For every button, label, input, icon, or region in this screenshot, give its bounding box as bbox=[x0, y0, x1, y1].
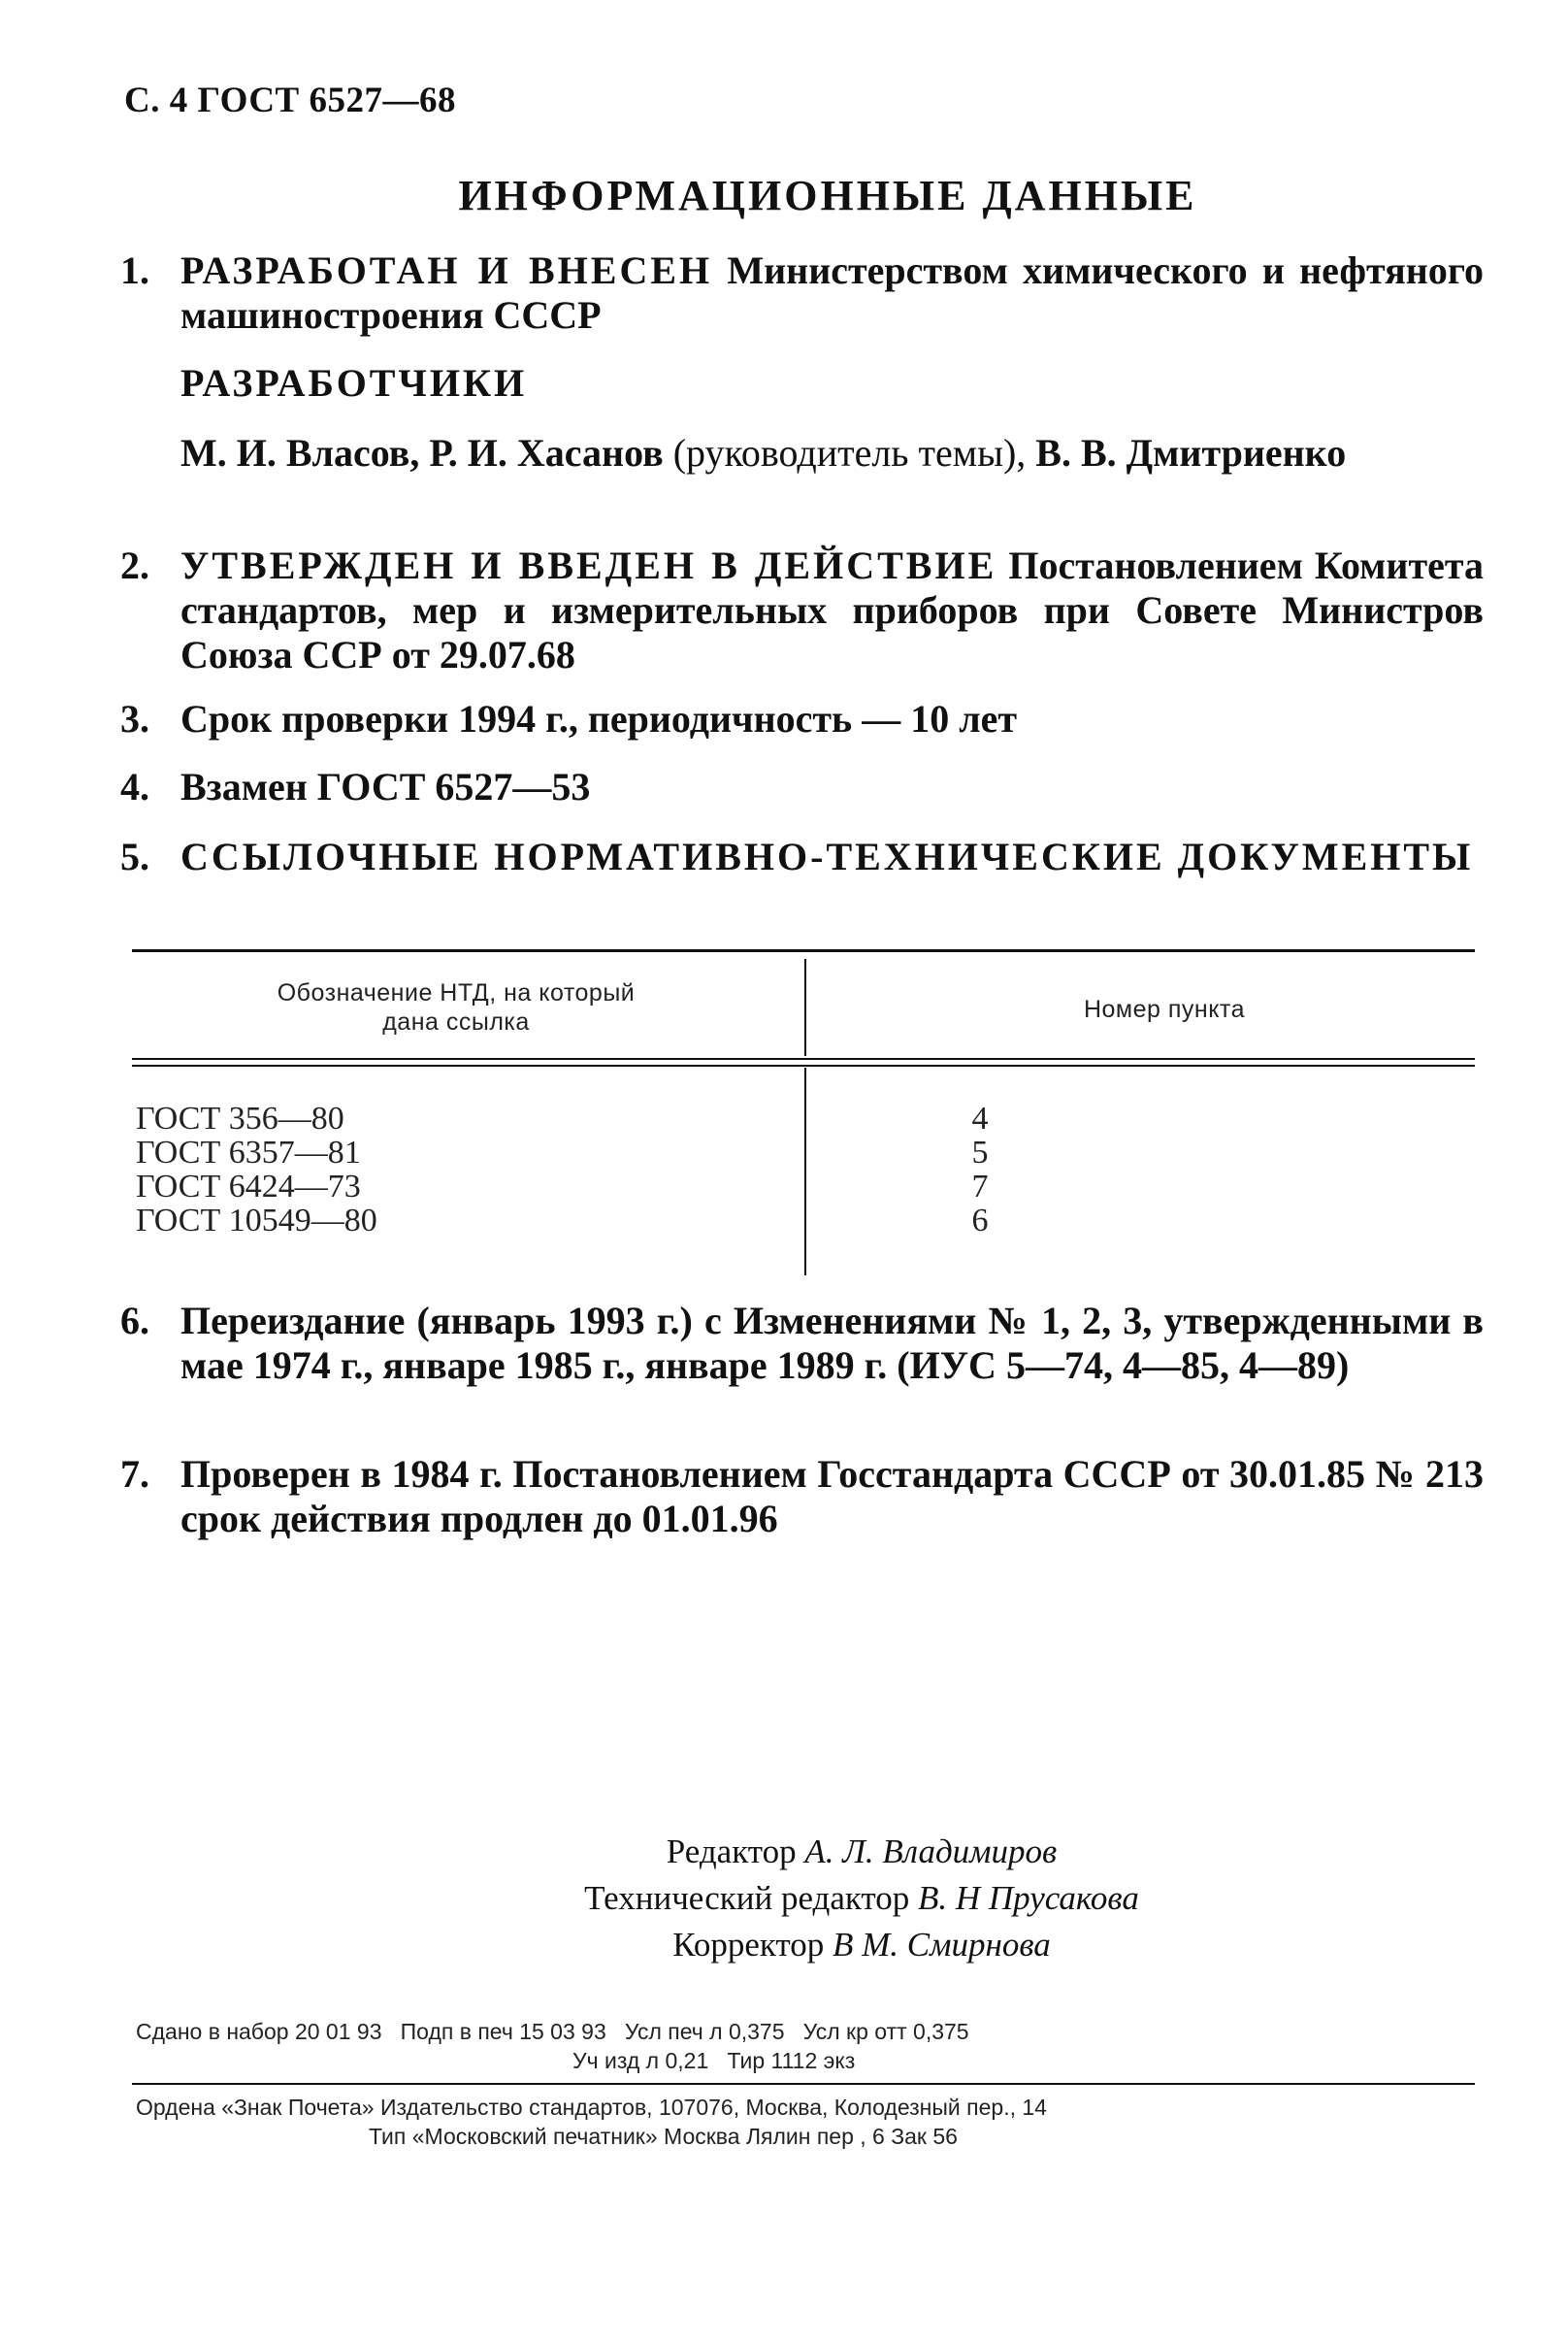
table-cell-clause: 5 bbox=[971, 1135, 989, 1171]
developers-list bbox=[180, 431, 1484, 476]
item-number: 1. bbox=[120, 248, 149, 292]
item-body bbox=[180, 1299, 1484, 1388]
item-text: Взамен ГОСТ 6527—53 bbox=[180, 765, 591, 809]
item-text: Срок проверки 1994 г., периодичность — 10 лет bbox=[180, 697, 1018, 741]
table-cell-document: ГОСТ 6424—73 bbox=[136, 1169, 361, 1205]
table-header-clause: Номер пункта bbox=[1083, 996, 1246, 1023]
credit-corrector: Корректор В М. Смирнова bbox=[672, 1926, 1051, 1964]
table-cell-document: ГОСТ 10549—80 bbox=[136, 1203, 377, 1238]
developers-heading: РАЗРАБОТЧИКИ bbox=[180, 361, 528, 405]
item-lead: ССЫЛОЧНЫЕ НОРМАТИВНО-ТЕХНИЧЕСКИЕ ДОКУМЕНТЫ bbox=[180, 835, 1474, 878]
imprint-line: Ордена «Знак Почета» Издательство стандартов, 107076, Москва, Колодезный пер., 14 bbox=[136, 2095, 1047, 2120]
item-number: 2. bbox=[120, 544, 149, 587]
developer-role: (руководитель темы), bbox=[672, 431, 1027, 475]
item-number: 7. bbox=[120, 1452, 149, 1496]
item-lead: УТВЕРЖДЕН И ВВЕДЕН В ДЕЙСТВИЕ bbox=[180, 544, 997, 587]
page-title: ИНФОРМАЦИОННЫЕ ДАННЫЕ bbox=[458, 172, 1197, 219]
item-body bbox=[180, 248, 1484, 338]
item-number: 5. bbox=[120, 835, 149, 878]
imprint-rule bbox=[132, 2083, 1475, 2085]
item-text: Проверен в 1984 г. Постановлением Госстандарта СССР от 30.01.85 № 213 срок действия продлен до 01.01.96 bbox=[180, 1452, 1484, 1540]
item-text: Постановлением Комитета стандартов, мер и измерительных приборов при Совете Министров Союза ССР от 29.07.68 bbox=[180, 544, 1485, 677]
developer-name: М. И. Власов, bbox=[180, 431, 420, 475]
table-header-document: Обозначение НТД, на который дана ссылка bbox=[277, 979, 636, 1036]
item-text: с Изменениями № 1, 2, 3, утвержденными в мае 1974 г., январе 1985 г., январе 1989 г. (ИУС 5—74, 4—85, 4—89) bbox=[180, 1299, 1485, 1387]
item-number: 3. bbox=[120, 697, 149, 741]
table-header-rule bbox=[132, 1058, 1475, 1060]
info-item-1 bbox=[120, 248, 1484, 338]
info-item-7 bbox=[120, 1452, 1484, 1541]
info-item-6 bbox=[120, 1299, 1484, 1388]
table-top-rule bbox=[132, 949, 1475, 952]
item-text: Переиздание (январь 1993 г.) bbox=[180, 1299, 693, 1342]
table-cell-clause: 7 bbox=[971, 1169, 989, 1205]
credit-editor: Редактор А. Л. Владимиров bbox=[666, 1832, 1058, 1870]
page-header: С. 4 ГОСТ 6527—68 bbox=[124, 81, 456, 120]
item-number: 4. bbox=[120, 765, 149, 809]
credit-tech-editor: Технический редактор В. Н Прусакова bbox=[584, 1879, 1139, 1917]
imprint-line: Сдано в набор 20 01 93 Подп в печ 15 03 93 Усл печ л 0,375 Усл кр отт 0,375 bbox=[136, 2019, 969, 2044]
info-item-5 bbox=[120, 835, 1484, 879]
table-cell-clause: 6 bbox=[971, 1203, 989, 1238]
info-item-4 bbox=[120, 765, 1484, 809]
item-number: 6. bbox=[120, 1299, 149, 1342]
table-header-rule bbox=[132, 1065, 1475, 1067]
table-column-divider bbox=[804, 1068, 806, 1275]
table-column-divider bbox=[804, 959, 806, 1056]
item-body bbox=[180, 544, 1484, 677]
item-lead: РАЗРАБОТАН И ВНЕСЕН bbox=[180, 248, 713, 292]
table-cell-clause: 4 bbox=[971, 1101, 989, 1137]
table-cell-document: ГОСТ 6357—81 bbox=[136, 1135, 361, 1171]
imprint-line: Уч изд л 0,21 Тир 1112 экз bbox=[572, 2048, 856, 2073]
info-item-2 bbox=[120, 544, 1484, 677]
developer-name: Р. И. Хасанов bbox=[429, 431, 664, 475]
developer-name: В. В. Дмитриенко bbox=[1035, 431, 1347, 475]
item-text: Министерством химического и нефтяного машиностроения СССР bbox=[180, 248, 1485, 337]
credits bbox=[0, 1829, 1568, 1968]
imprint-line: Тип «Московский печатник» Москва Лялин пер , 6 Зак 56 bbox=[369, 2124, 958, 2149]
info-item-3 bbox=[120, 697, 1484, 742]
table-cell-document: ГОСТ 356—80 bbox=[136, 1101, 344, 1137]
